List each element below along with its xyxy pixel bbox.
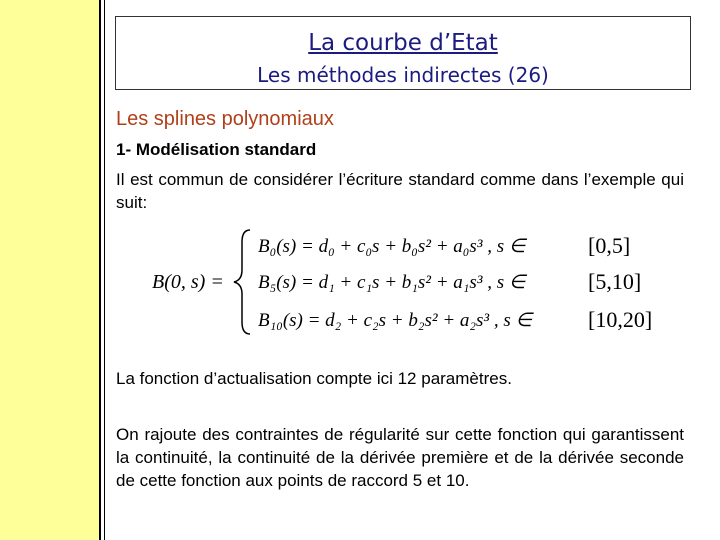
formula-lhs: B(0, s) = xyxy=(152,271,224,293)
left-divider-line xyxy=(99,0,101,540)
spline-formula xyxy=(150,222,660,340)
slide-title: La courbe d’Etat xyxy=(308,30,498,56)
slide-subtitle: Les méthodes indirectes (26) xyxy=(257,63,549,87)
formula-brace xyxy=(234,230,250,334)
formula-row-2: B₅(s) = d₁ + c₁s + b₁s² + a₁s³ , s ∈ xyxy=(258,272,526,293)
formula-row-3: B₁₀(s) = d₂ + c₂s + b₂s² + a₂s³ , s ∈ xyxy=(258,310,533,331)
title-box xyxy=(115,16,691,90)
left-decorative-band xyxy=(0,0,99,540)
formula-interval-1: [0,5] xyxy=(588,233,631,258)
formula-row-1: B₀(s) = d₀ + c₀s + b₀s² + a₀s³ , s ∈ xyxy=(258,236,526,257)
intro-paragraph: Il est commun de considérer l’écriture standard comme dans l’exemple qui suit: xyxy=(116,170,684,212)
subsection-title: 1- Modélisation standard xyxy=(116,140,317,159)
parameter-count-paragraph: La fonction d’actualisation compte ici 12 paramètres. xyxy=(116,369,512,388)
section-title: Les splines polynomiaux xyxy=(116,108,334,130)
left-divider-line-thin xyxy=(104,0,105,540)
constraint-paragraph: On rajoute des contraintes de régularité sur cette fonction qui garantissent la continuité, la continuité de la dérivée première et de la dérivée seconde de cette fonction aux points de raccord 5 et 10. xyxy=(116,425,684,490)
formula-interval-3: [10,20] xyxy=(588,307,653,332)
formula-interval-2: [5,10] xyxy=(588,269,642,294)
